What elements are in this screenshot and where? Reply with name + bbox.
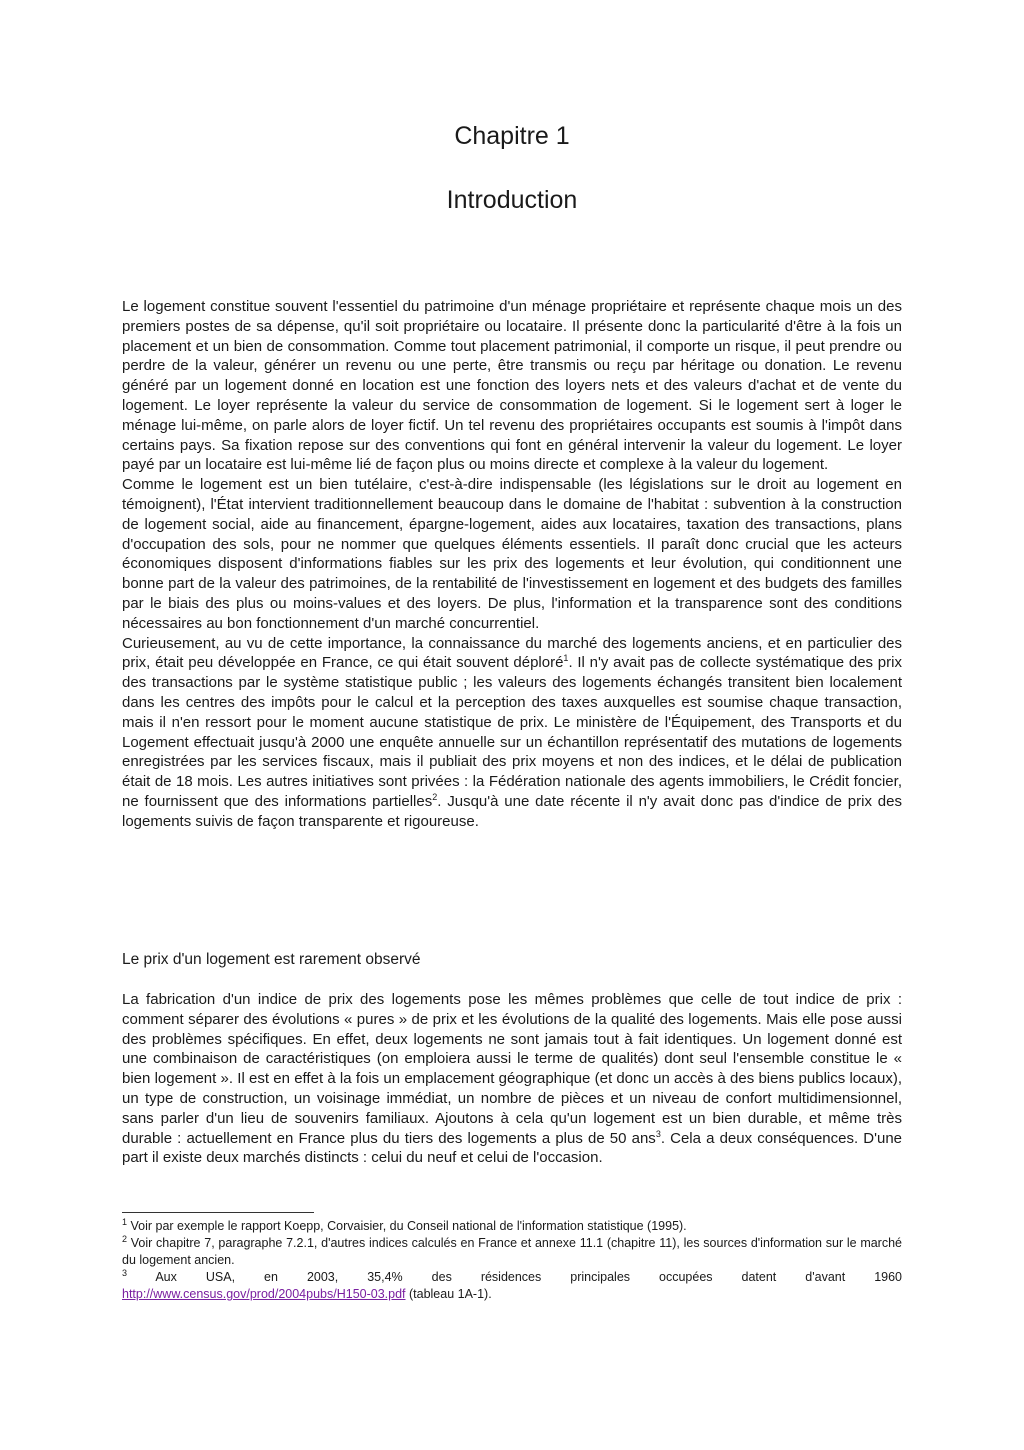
footnote-ref-1[interactable]: 1 — [563, 653, 569, 664]
footnote-3 — [122, 1269, 902, 1286]
paragraph-text: La fabrication d'un indice de prix des logements pose les mêmes problèmes que celle de tout indice de prix : comment séparer des évolutions « pures » de prix et les évolutions de la qualité des logements. Mais elle pose aussi des problèmes spécifiques. En effet, deux logements ne sont jamais tout à fait identiques. Un logement donné est une combinaison de caractéristiques (on emploiera aussi le terme de qualités) dont seul l'ensemble constitue le « bien logement ». Il est en effet à la fois un emplacement géographique (et donc un accès à des biens publics locaux), un type de construction, un voisinage immédiat, un nombre de pièces et un niveau de confort multidimensionnel, sans parler d'un lieu de souvenirs familiaux. Ajoutons à cela qu'un logement est un bien durable, et même très durable : actuellement en France plus du tiers des logements a plus de 50 ans — [122, 991, 902, 1147]
section-text — [122, 990, 902, 1168]
footnote-text: Voir chapitre 7, paragraphe 7.2.1, d'autres indices calculés en France et annexe 11.1 (chapitre 11), les sources d'information sur le marché du logement ancien. — [122, 1236, 902, 1267]
footnote-3-continued — [122, 1286, 902, 1303]
chapter-title: Introduction — [446, 186, 578, 214]
footnote-text: Voir par exemple le rapport Koepp, Corvaisier, du Conseil national de l'information statistique (1995). — [127, 1219, 687, 1233]
chapter-number: Chapitre 1 — [454, 122, 570, 150]
paragraph-text: . Jusqu'à une date récente il n'y avait donc pas d'indice de prix des logements suivis de façon transparente et rigoureuse. — [122, 792, 902, 830]
footnote-number: 2 — [122, 1233, 128, 1244]
paragraph-text: . Cela a deux conséquences. D'une part il existe deux marchés distincts : celui du neuf et celui de l'occasion. — [122, 1129, 902, 1167]
footnote-number: 3 — [122, 1267, 128, 1278]
paragraph-text: . Il n'y avait pas de collecte systématique des prix des transactions par le système statistique public ; les valeurs des logements échangés transitent bien localement dans les centres des impôts pour le calcul et la perception des taxes auxquelles est soumise chaque transaction, mais il n'en ressort pour le moment aucune statistique de prix. Le ministère de l'Équipement, des Transports et du Logement effectuait jusqu'à 2000 une enquête annuelle sur un échantillon représentatif des mutations de logements enregistrées par les services fiscaux, mais il publiait des prix moyens et non des indices, et le délai de publication était de 18 mois. Les autres initiatives sont privées : la Fédération nationale des agents immobiliers, le Crédit foncier, ne fournissent que des informations partielles — [122, 654, 902, 810]
footnote-text: Aux USA, en 2003, 35,4% des résidences principales occupées datent d'avant 1960 — [127, 1270, 902, 1284]
footnote-2 — [122, 1235, 902, 1269]
section-heading: Le prix d'un logement est rarement observé — [122, 951, 421, 968]
footnotes — [122, 1218, 902, 1303]
intro-paragraph-2: Comme le logement est un bien tutélaire, c'est-à-dire indispensable (les législations sur le droit au logement en témoignent), l'État intervient traditionnellement beaucoup dans le domaine de l'habitat : subvention à la construction de logement social, aide au financement, épargne-logement, aides aux locataires, taxation des transactions, plans d'occupation des sols, pour ne nommer que quelques éléments essentiels. Il paraît donc crucial que les acteurs économiques disposent d'informations fiables sur les prix des logements et leur évolution, qui conditionnent une bonne part de la valeur des patrimoines, de la rentabilité de l'investissement en logement et des budgets des familles par le biais des plus ou moins-values et des loyers. De plus, l'information et la transparence sont des conditions nécessaires au bon fonctionnement d'un marché concurrentiel. — [122, 476, 902, 632]
paragraph-text: Curieusement, au vu de cette importance, la connaissance du marché des logements anciens, et en particulier des prix, était peu développée en France, ce qui était souvent déploré — [122, 634, 902, 672]
footnote-ref-3[interactable]: 3 — [655, 1128, 661, 1139]
footnote-number: 1 — [122, 1216, 128, 1227]
intro-paragraph-3 — [122, 634, 902, 832]
census-link[interactable]: http://www.census.gov/prod/2004pubs/H150-03.pdf — [122, 1287, 406, 1301]
section-paragraph-1 — [122, 990, 902, 1168]
footnote-1 — [122, 1218, 902, 1235]
footnote-text: (tableau 1A-1). — [405, 1287, 492, 1301]
intro-paragraph-1: Le logement constitue souvent l'essentiel du patrimoine d'un ménage propriétaire et représente chaque mois un des premiers postes de sa dépense, qu'il soit propriétaire ou locataire. Il présente donc la particularité d'être à la fois un placement et un bien de consommation. Comme tout placement patrimonial, il comporte un risque, il peut prendre ou perdre de la valeur, générer un revenu ou une perte, être transmis ou reçu par héritage ou donation. Le revenu généré par un logement donné en location est une fonction des loyers nets et des valeurs d'achat et de vente du logement. Le loyer représente la valeur du service de consommation de logement. Si le logement sert à loger le ménage lui-même, on parle alors de loyer fictif. Un tel revenu des propriétaires occupants est soumis à l'impôt dans certains pays. Sa fixation repose sur des conventions qui font en général intervenir la valeur du logement. Le loyer payé par un locataire est lui-même lié de façon plus ou moins directe et complexe à la valeur du logement. — [122, 298, 902, 474]
footnote-ref-2[interactable]: 2 — [432, 791, 438, 802]
intro-text — [122, 297, 902, 832]
footnote-separator — [122, 1212, 314, 1213]
